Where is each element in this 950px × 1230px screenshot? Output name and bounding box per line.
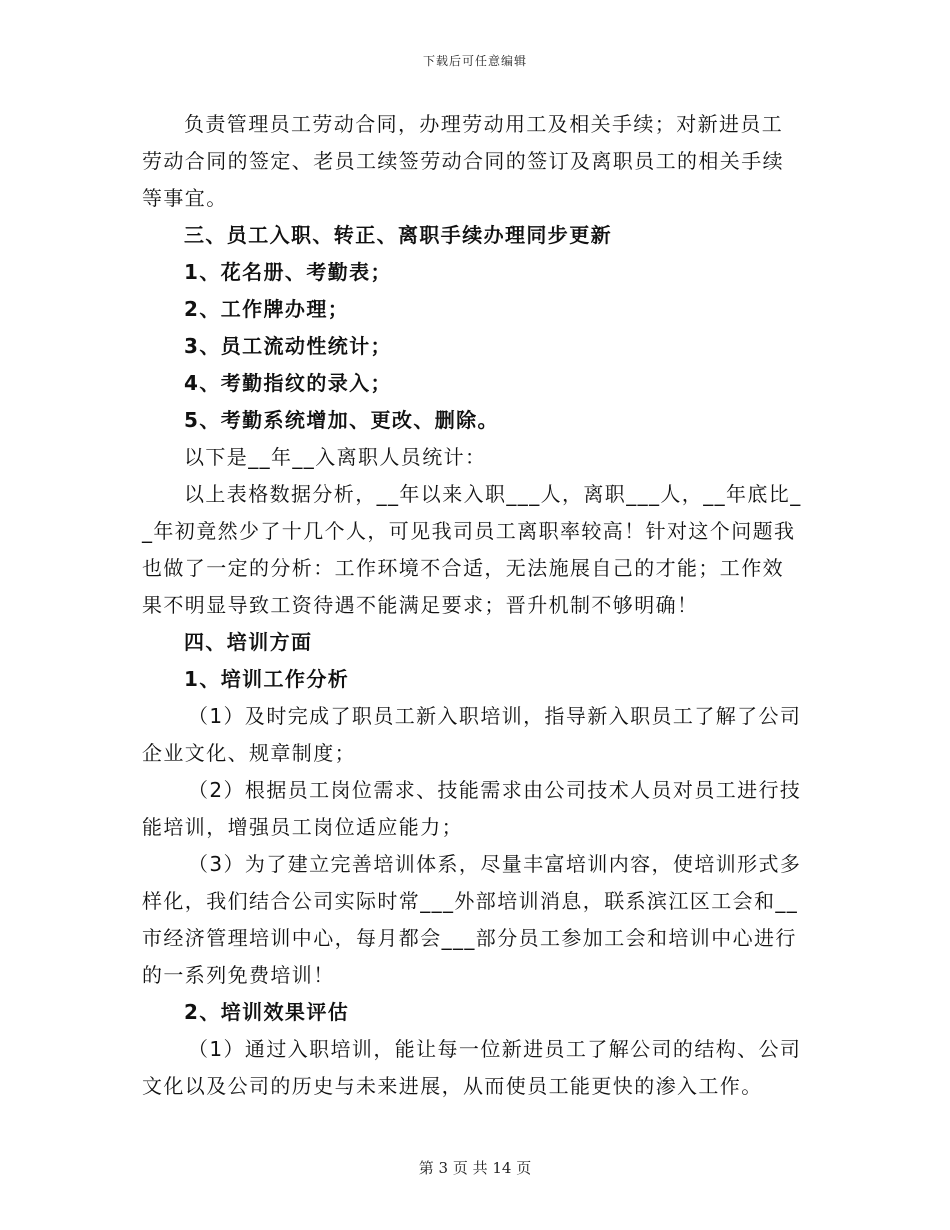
paragraph-line: 也做了一定的分析：工作环境不合适，无法施展自己的才能；工作效 bbox=[142, 556, 784, 580]
subsection-heading: 1、培训工作分析 bbox=[184, 667, 350, 691]
list-item: 2、工作牌办理； bbox=[184, 297, 350, 321]
page-footer: 第 3 页 共 14 页 bbox=[418, 1159, 532, 1177]
paragraph-line: （1）及时完成了职员工新入职培训，指导新入职员工了解了公司 bbox=[188, 704, 802, 728]
list-item: 1、花名册、考勤表； bbox=[184, 260, 392, 284]
paragraph-line: 样化，我们结合公司实际时常___外部培训消息，联系滨江区工会和__ bbox=[142, 889, 799, 913]
paragraph-line: 能培训，增强员工岗位适应能力； bbox=[142, 815, 463, 839]
paragraph-line: 文化以及公司的历史与未来进展，从而使员工能更快的渗入工作。 bbox=[142, 1074, 763, 1098]
paragraph-line: 以下是__年__入离职人员统计： bbox=[184, 445, 487, 469]
paragraph-line: 企业文化、规章制度； bbox=[142, 741, 356, 765]
paragraph-line: 等事宜。 bbox=[142, 186, 228, 210]
list-item: 3、员工流动性统计； bbox=[184, 334, 392, 358]
list-item: 4、考勤指纹的录入； bbox=[184, 371, 392, 395]
document-body bbox=[142, 106, 808, 1105]
paragraph-line: 市经济管理培训中心，每月都会___部分员工参加工会和培训中心进行 bbox=[142, 926, 797, 950]
paragraph-line: 劳动合同的签定、老员工续签劳动合同的签订及离职员工的相关手续 bbox=[142, 149, 784, 173]
section-heading: 四、培训方面 bbox=[184, 630, 313, 654]
paragraph-line: （1）通过入职培训，能让每一位新进员工了解公司的结构、公司 bbox=[188, 1037, 802, 1061]
paragraph-line: _年初竟然少了十几个人，可见我司员工离职率较高！针对这个问题我 bbox=[142, 519, 796, 543]
page-header: 下载后可任意编辑 bbox=[422, 54, 527, 68]
section-heading: 三、员工入职、转正、离职手续办理同步更新 bbox=[184, 223, 612, 247]
paragraph-line: 的一系列免费培训！ bbox=[142, 963, 335, 987]
paragraph-line: 负责管理员工劳动合同，办理劳动用工及相关手续；对新进员工 bbox=[184, 112, 784, 136]
paragraph-line: 以上表格数据分析，__年以来入职___人，离职___人，__年底比_ bbox=[184, 482, 802, 506]
paragraph-line: 果不明显导致工资待遇不能满足要求；晋升机制不够明确！ bbox=[142, 593, 699, 617]
paragraph-line: （3）为了建立完善培训体系，尽量丰富培训内容，使培训形式多 bbox=[188, 852, 802, 876]
subsection-heading: 2、培训效果评估 bbox=[184, 1000, 350, 1024]
paragraph-line: （2）根据员工岗位需求、技能需求由公司技术人员对员工进行技 bbox=[188, 778, 802, 802]
list-item: 5、考勤系统增加、更改、删除。 bbox=[184, 408, 499, 432]
